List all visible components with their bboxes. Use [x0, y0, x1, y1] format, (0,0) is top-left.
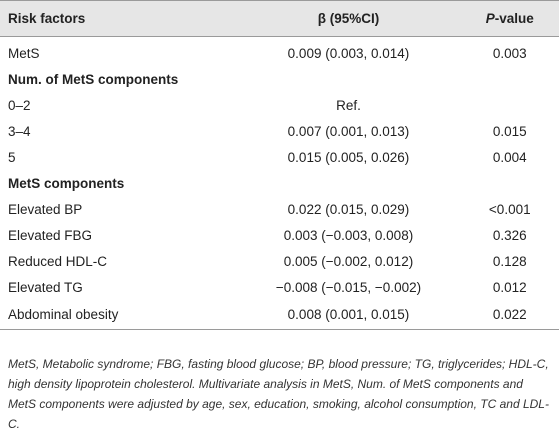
- table-row: [0, 145, 559, 171]
- table-header: [0, 1, 559, 37]
- cell-beta-ci: Ref.: [336, 98, 361, 113]
- cell-beta-ci: 0.005 (−0.002, 0.012): [283, 254, 414, 269]
- cell-beta-ci: 0.015 (0.005, 0.026): [287, 150, 410, 165]
- table-row: [0, 37, 559, 68]
- table-body: [0, 37, 559, 330]
- section-row: [0, 171, 559, 197]
- header-p-letter: P: [485, 11, 495, 26]
- cell-beta-ci: 0.008 (0.001, 0.015): [236, 301, 452, 330]
- cell-p-value: 0.003: [492, 46, 527, 61]
- table-footnote: MetS, Metabolic syndrome; FBG, fasting blood glucose; BP, blood pressure; TG, triglycerides; HDL-C, high density lipoprotein cholesterol. Multivariate analysis in MetS, Num. of MetS components and MetS components were adjusted by age, sex, education, smoking, alcohol consumption, TC and LDL-C.: [8, 357, 549, 431]
- cell-risk-factor: Elevated FBG: [8, 228, 93, 243]
- cell-p-value: 0.015: [492, 124, 527, 139]
- table-row: [0, 93, 559, 119]
- cell-beta-ci: 0.009 (0.003, 0.014): [287, 46, 410, 61]
- cell-p-value: 0.004: [492, 150, 527, 165]
- header-beta-ci: β (95%CI): [236, 1, 452, 37]
- section-label: Num. of MetS components: [8, 72, 179, 87]
- cell-p-value: <0.001: [488, 202, 531, 217]
- header-risk-factors: Risk factors: [0, 1, 236, 37]
- table-row: [0, 301, 559, 330]
- cell-risk-factor: Reduced HDL-C: [8, 254, 108, 269]
- cell-beta-ci: 0.003 (−0.003, 0.008): [283, 228, 414, 243]
- cell-risk-factor: Elevated TG: [8, 280, 83, 295]
- cell-risk-factor: 3–4: [8, 124, 31, 139]
- table-row: [0, 197, 559, 223]
- cell-risk-factor: 0–2: [8, 98, 31, 113]
- section-label: MetS components: [8, 176, 125, 191]
- cell-beta-ci: 0.007 (0.001, 0.013): [287, 124, 410, 139]
- table-row: [0, 275, 559, 301]
- table-row: [0, 249, 559, 275]
- cell-beta-ci: −0.008 (−0.015, −0.002): [275, 280, 422, 295]
- header-p-value: [453, 1, 559, 37]
- cell-risk-factor: MetS: [8, 46, 40, 61]
- cell-p-value: 0.012: [492, 280, 527, 295]
- cell-p-value: [453, 93, 559, 119]
- cell-beta-ci: 0.022 (0.015, 0.029): [287, 202, 410, 217]
- header-row: [0, 1, 559, 37]
- cell-p-value: 0.022: [453, 301, 559, 330]
- table-row: [0, 223, 559, 249]
- cell-risk-factor: 5: [8, 150, 16, 165]
- cell-risk-factor: Abdominal obesity: [0, 301, 236, 330]
- cell-risk-factor: Elevated BP: [8, 202, 83, 217]
- table-row: [0, 119, 559, 145]
- section-row: [0, 67, 559, 93]
- cell-p-value: 0.128: [492, 254, 527, 269]
- header-p-suffix: -value: [494, 11, 534, 26]
- cell-p-value: 0.326: [492, 228, 527, 243]
